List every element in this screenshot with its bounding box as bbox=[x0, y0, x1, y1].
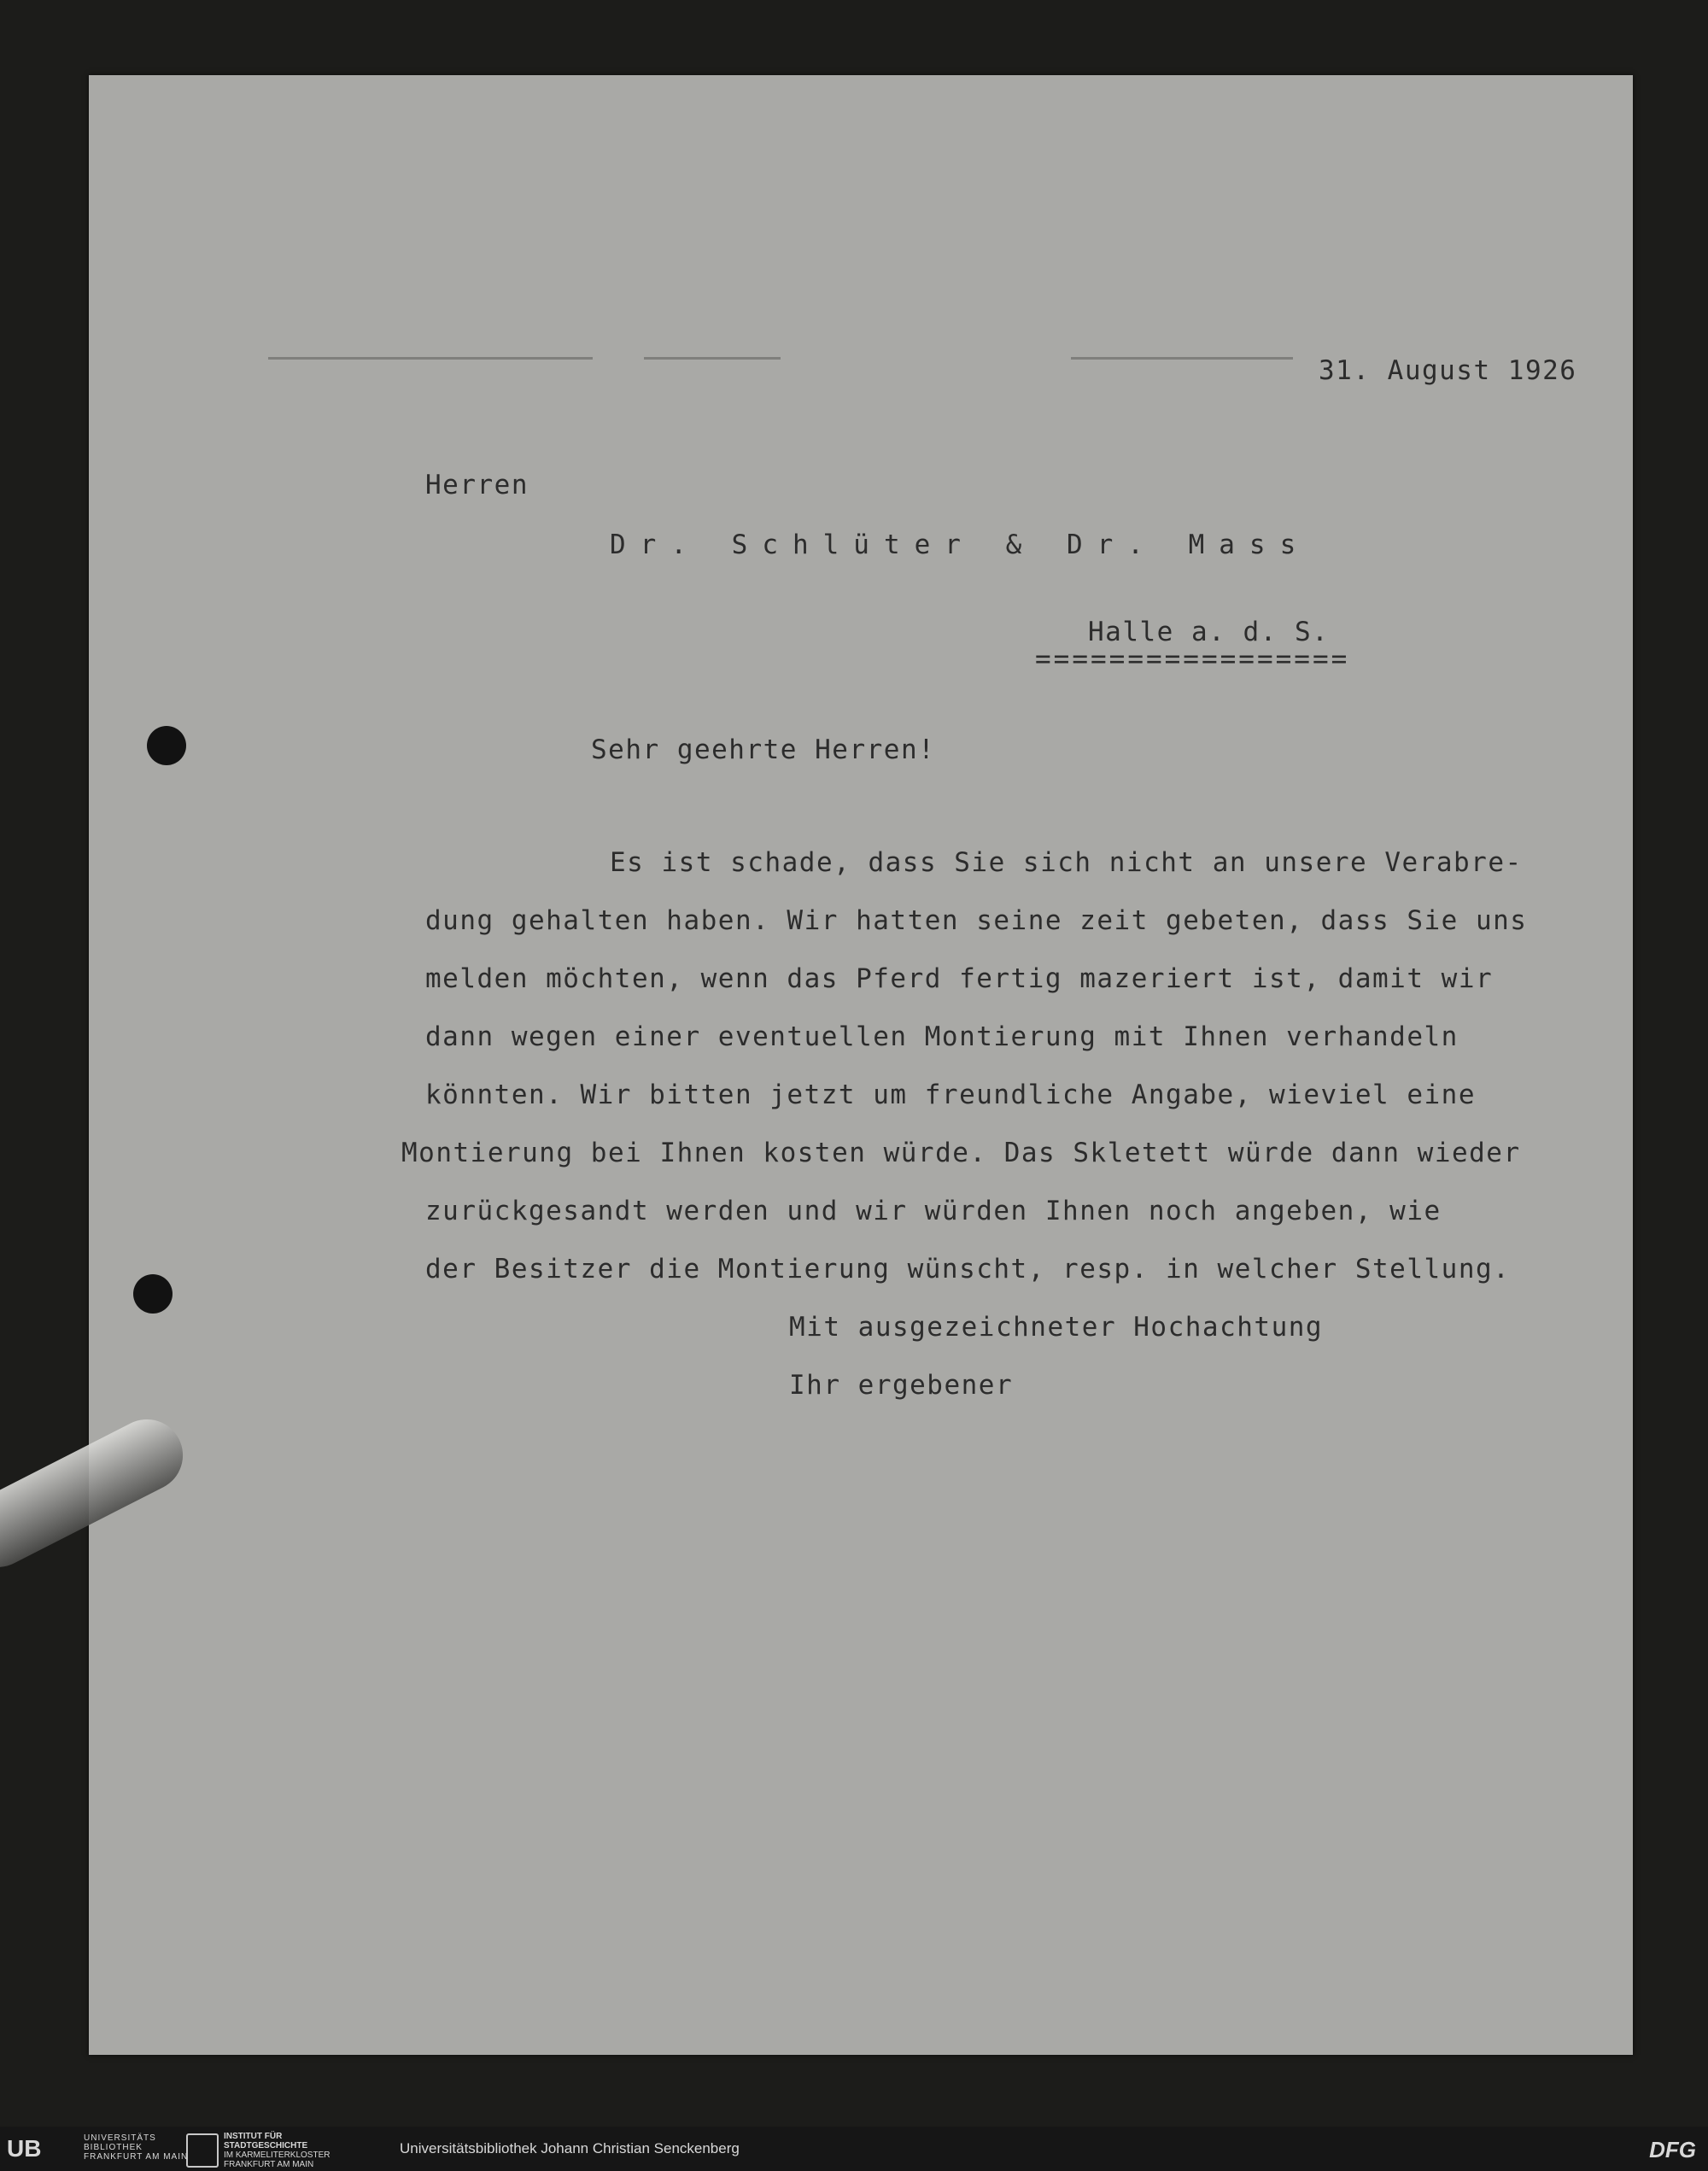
letter-date: 31. August 1926 bbox=[1319, 355, 1577, 386]
ub-logo-text bbox=[84, 2133, 188, 2162]
faint-rule-1 bbox=[268, 357, 593, 360]
institute-line-1: INSTITUT FÜR bbox=[224, 2132, 283, 2141]
ub-logo: UB bbox=[7, 2135, 42, 2162]
body-line-7: zurückgesandt werden und wir würden Ihnen noch angeben, wie bbox=[425, 1196, 1442, 1226]
faint-rule-2 bbox=[644, 357, 781, 360]
faint-rule-3 bbox=[1071, 357, 1293, 360]
recipient-city: Halle a. d. S. bbox=[1088, 617, 1330, 647]
ub-logo-line-3: FRANKFURT AM MAIN bbox=[84, 2152, 189, 2162]
footer-bar bbox=[0, 2127, 1708, 2171]
signoff-line: Ihr ergebener bbox=[789, 1370, 1014, 1401]
letter-sheet bbox=[89, 75, 1633, 2055]
body-line-4: dann wegen einer eventuellen Montierung mit Ihnen verhandeln bbox=[425, 1021, 1459, 1052]
institute-text bbox=[224, 2132, 330, 2169]
institute-line-4: FRANKFURT AM MAIN bbox=[224, 2160, 314, 2169]
letter-greeting: Sehr geehrte Herren! bbox=[591, 734, 936, 765]
closing-line: Mit ausgezeichneter Hochachtung bbox=[789, 1312, 1324, 1343]
body-line-5: könnten. Wir bitten jetzt um freundliche Angabe, wieviel eine bbox=[425, 1080, 1476, 1110]
body-line-3: melden möchten, wenn das Pferd fertig mazeriert ist, damit wir bbox=[425, 963, 1494, 994]
ub-logo-line-1: UNIVERSITÄTS bbox=[84, 2133, 156, 2143]
city-underline: ================= bbox=[1035, 644, 1350, 675]
punch-hole-top bbox=[147, 726, 186, 765]
body-line-1: Es ist schade, dass Sie sich nicht an unsere Verabre- bbox=[610, 847, 1523, 878]
body-line-6: Montierung bei Ihnen kosten würde. Das Skletett würde dann wieder bbox=[401, 1138, 1521, 1168]
salutation-line: Herren bbox=[425, 470, 529, 500]
dfg-logo: DFG bbox=[1649, 2137, 1696, 2162]
body-line-2: dung gehalten haben. Wir hatten seine zeit gebeten, dass Sie uns bbox=[425, 905, 1528, 936]
recipient-name: Dr. Schlüter & Dr. Mass bbox=[610, 530, 1311, 560]
punch-hole-bottom bbox=[133, 1274, 173, 1314]
body-line-8: der Besitzer die Montierung wünscht, resp. in welcher Stellung. bbox=[425, 1254, 1511, 1284]
institute-seal-icon bbox=[186, 2133, 219, 2168]
ub-logo-line-2: BIBLIOTHEK bbox=[84, 2143, 143, 2152]
institute-line-3: IM KARMELITERKLOSTER bbox=[224, 2151, 330, 2160]
institute-line-2: STADTGESCHICHTE bbox=[224, 2141, 308, 2151]
library-name: Universitätsbibliothek Johann Christian Senckenberg bbox=[400, 2140, 740, 2156]
